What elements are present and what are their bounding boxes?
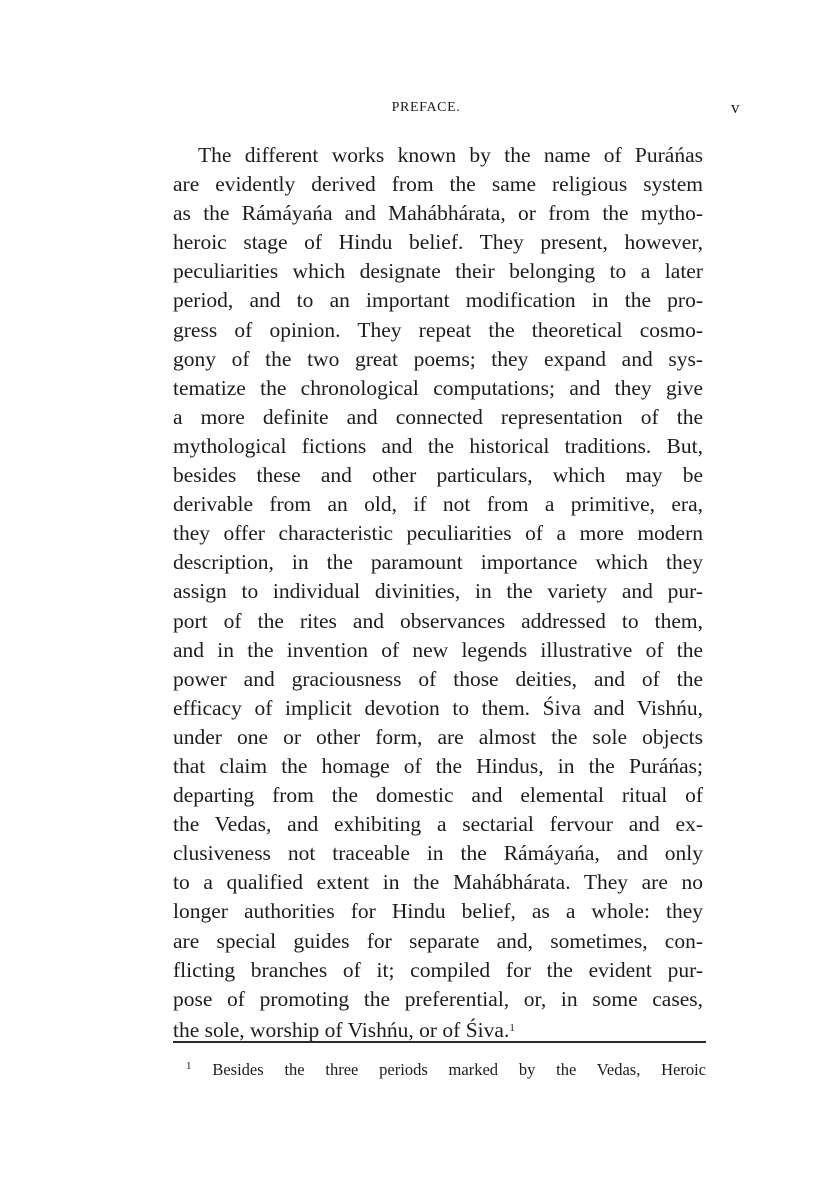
text-line: power and graciousness of those deities, and of the xyxy=(173,666,703,691)
footnote-marker: 1 xyxy=(186,1060,192,1072)
text-line: and in the invention of new legends illustrative of the xyxy=(173,637,703,662)
footnote xyxy=(186,1055,706,1081)
text-line: that claim the homage of the Hindus, in the Puráńas; xyxy=(173,753,703,778)
text-line: clusiveness not traceable in the Rámáyańa, and only xyxy=(173,841,703,866)
text-line: flicting branches of it; compiled for the evident pur- xyxy=(173,957,703,982)
text-line: port of the rites and observances addressed to them, xyxy=(173,608,703,633)
text-line: gress of opinion. They repeat the theoretical cosmo- xyxy=(173,317,703,342)
text-line: derivable from an old, if not from a primitive, era, xyxy=(173,492,703,517)
page-number: v xyxy=(731,98,740,117)
running-title: PREFACE. xyxy=(391,100,461,115)
text-line: peculiarities which designate their belonging to a later xyxy=(173,259,703,284)
text-line: longer authorities for Hindu belief, as a whole: they xyxy=(173,899,703,924)
text-line: gony of the two great poems; they expand and sys- xyxy=(173,346,703,371)
text-line: assign to individual divinities, in the variety and pur- xyxy=(173,579,703,604)
text-line: description, in the paramount importance which they xyxy=(173,550,703,575)
text-line: are evidently derived from the same religious system xyxy=(173,172,703,197)
footnote-text: Besides the three periods marked by the Vedas, Heroic xyxy=(212,1060,707,1079)
text-line: mythological fictions and the historical traditions. But, xyxy=(173,433,703,458)
text-line: besides these and other particulars, which may be xyxy=(173,463,703,488)
text-line: heroic stage of Hindu belief. They present, however, xyxy=(173,230,703,255)
text-line: pose of promoting the preferential, or, in some cases, xyxy=(173,986,703,1011)
running-head xyxy=(0,96,840,120)
footnote-divider xyxy=(173,1041,706,1043)
text-line: as the Rámáyańa and Mahábhárata, or from the mytho- xyxy=(173,201,703,226)
footnote-reference[interactable]: 1 xyxy=(509,1021,515,1034)
text-line: departing from the domestic and elemental ritual of xyxy=(173,783,703,808)
text-line: under one or other form, are almost the sole objects xyxy=(173,724,703,749)
text-line: efficacy of implicit devotion to them. Śiva and Vishńu, xyxy=(173,695,703,720)
body-paragraph xyxy=(173,141,703,1043)
text-line: tematize the chronological computations; and they give xyxy=(173,375,703,400)
text-line: the Vedas, and exhibiting a sectarial fervour and ex- xyxy=(173,812,703,837)
text-line-last xyxy=(173,1014,703,1043)
text-line: The different works known by the name of Puráńas xyxy=(198,143,703,167)
text-line: a more definite and connected representation of the xyxy=(173,404,703,429)
last-line-text: the sole, worship of Vishńu, or of Śiva. xyxy=(173,1017,510,1042)
text-line: period, and to an important modification in the pro- xyxy=(173,288,703,313)
text-line: to a qualified extent in the Mahábhárata. They are no xyxy=(173,870,703,895)
text-line: are special guides for separate and, sometimes, con- xyxy=(173,928,703,953)
text-line: they offer characteristic peculiarities of a more modern xyxy=(173,521,703,546)
